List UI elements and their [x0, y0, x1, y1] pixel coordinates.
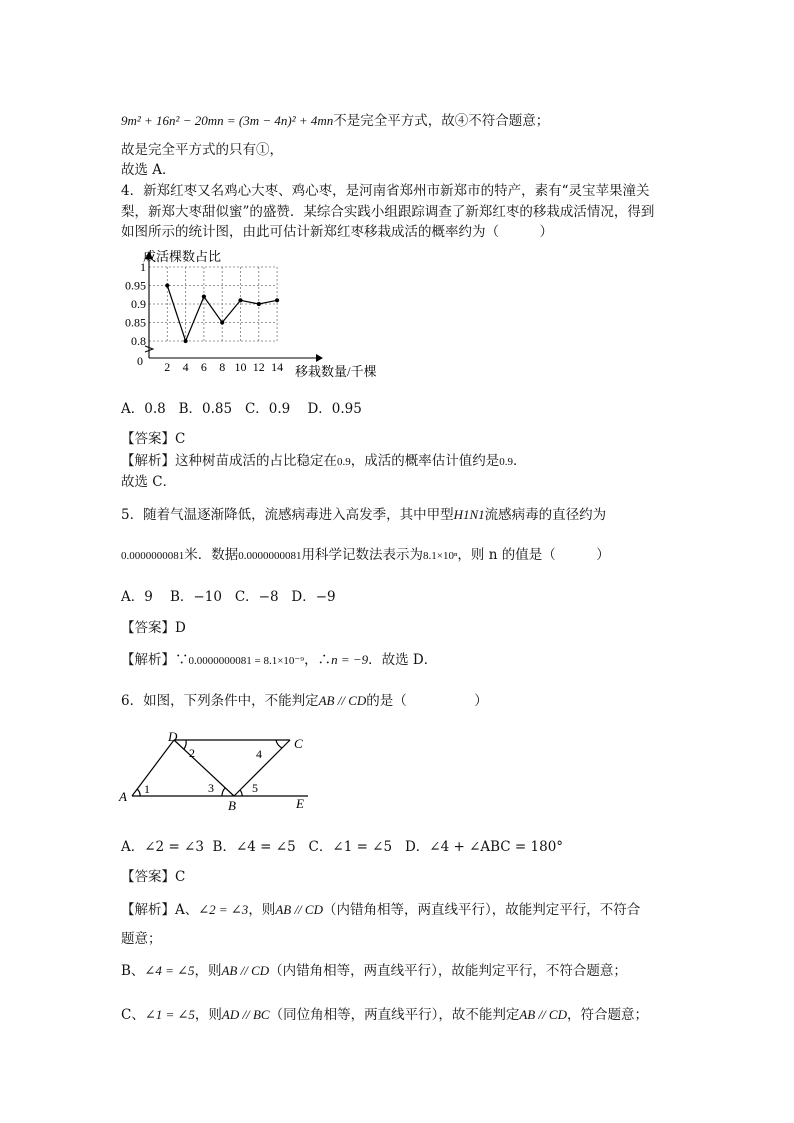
- q4-stem-line-1: 4．新郑红枣又名鸡心大枣、鸡心枣，是河南省郑州市新郑市的特产，素有“灵宝苹果潼关: [121, 183, 650, 199]
- q4-option-b: B．0.85: [178, 401, 233, 417]
- x-tick-label-5: 12: [252, 360, 265, 374]
- x-axis-label: 移栽数量/千棵: [295, 364, 377, 379]
- q6-c-text-a: C、: [121, 1007, 145, 1023]
- survival-rate-chart: [118, 246, 438, 381]
- q6-analysis-a-line-2: 题意；: [121, 931, 162, 947]
- q5-virus-name: H1N1: [453, 507, 485, 522]
- x-tick-label-2: 6: [200, 360, 207, 374]
- data-point-1: [184, 339, 188, 343]
- y-tick-label-1: 0.85: [125, 315, 146, 330]
- q6-stem-expr: AB // CD: [318, 693, 367, 708]
- q5-number-1: 0.0000000081: [121, 550, 185, 562]
- q6-analysis-b: [121, 962, 627, 980]
- q5-stem-line-1: [121, 506, 606, 524]
- angle-label-2: 2: [189, 746, 195, 760]
- q6-option-c: C．∠1 = ∠5: [308, 839, 393, 855]
- q3-choice: 故选 A．: [121, 162, 176, 178]
- angle-label-1: 1: [144, 782, 150, 796]
- angle-label-5: 5: [252, 781, 258, 795]
- q6-options: [121, 838, 563, 856]
- q5-stem-text-e: ，则 n 的值是（ ）: [457, 547, 610, 563]
- segment-db: [174, 740, 234, 796]
- q6-c-text-d: ，符合题意；: [567, 1007, 648, 1023]
- angle-4-arc: [276, 740, 282, 748]
- angle-1-arc: [137, 789, 140, 796]
- angle-label-3: 3: [208, 781, 214, 795]
- q6-b-expr-2: AB // CD: [221, 963, 270, 978]
- q4-analysis-text-c: ．: [513, 453, 527, 469]
- y-tick-label-2: 0.9: [131, 297, 146, 311]
- q6-b-text-a: B、: [121, 963, 145, 979]
- data-point-5: [257, 302, 261, 306]
- q5-analysis-expr: 0.0000000081 = 8.1×10⁻⁹: [188, 655, 305, 667]
- q5-option-a: A．9: [121, 589, 153, 605]
- q3-expr-line: [121, 112, 549, 130]
- q4-choice: 故选 C．: [121, 474, 177, 490]
- q6-stem-text-a: 6．如图，下列条件中，不能判定: [121, 693, 319, 709]
- q6-c-text-c: （同位角相等，两直线平行），故不能判定: [269, 1007, 520, 1023]
- data-point-2: [202, 295, 206, 299]
- q4-stem-line-3: 如图所示的统计图，由此可估计新郑红枣移栽成活的概率约为（ ）: [121, 224, 553, 240]
- q5-analysis-n: n = −9: [331, 652, 369, 667]
- q6-c-expr-1: ∠1 = ∠5: [144, 1007, 195, 1022]
- q5-analysis-text-c: ．故选 D．: [368, 652, 438, 668]
- data-point-6: [275, 298, 279, 302]
- y-tick-label-0: 0.8: [131, 334, 146, 348]
- q5-stem-text-c: 米．数据: [184, 547, 239, 563]
- q6-a-expr-2: AB // CD: [275, 902, 323, 917]
- q5-sci-notation: 8.1×10ⁿ: [423, 550, 458, 562]
- q6-option-a: A．∠2 = ∠3: [121, 839, 204, 855]
- q5-number-2: 0.0000000081: [238, 550, 302, 562]
- x-axis-arrow: [316, 354, 323, 362]
- y-tick-label-3: 0.95: [125, 278, 146, 293]
- x-tick-label-4: 10: [234, 360, 247, 374]
- q6-stem: [121, 692, 488, 710]
- q4-analysis-text-b: ，成活的概率估计值约是: [350, 453, 500, 469]
- q4-analysis-value-2: 0.9: [499, 456, 513, 468]
- q3-expression: 9m² + 16n² − 20mn = (3m − 4n)² + 4mn: [121, 113, 334, 128]
- q6-analysis-a-line-1: [121, 901, 640, 919]
- q6-stem-text-b: 的是（ ）: [366, 693, 488, 709]
- q4-answer: 【答案】C: [121, 431, 186, 447]
- q5-option-c: C．−8: [234, 589, 279, 605]
- q5-option-d: D．−9: [291, 589, 336, 605]
- q4-option-a: A．0.8: [121, 401, 166, 417]
- y-tick-label-4: 1: [140, 260, 146, 274]
- q6-answer: 【答案】C: [121, 869, 186, 885]
- x-tick-label-0: 2: [164, 360, 171, 374]
- segment-ad: [132, 740, 174, 796]
- angle-3-arc: [222, 788, 225, 796]
- q5-options: [121, 588, 336, 606]
- q5-stem-text-a: 5．随着气温逐渐降低，流感病毒进入高发季，其中甲型: [121, 507, 454, 523]
- q5-stem-text-d: 用科学记数法表示为: [301, 547, 423, 563]
- label-a: A: [119, 789, 127, 804]
- q5-option-b: B．−10: [170, 589, 222, 605]
- q5-analysis-text-a: 【解析】∵: [121, 652, 189, 668]
- q5-analysis-text-b: ，∴: [304, 652, 332, 668]
- q4-analysis-value-1: 0.9: [337, 456, 351, 468]
- data-point-0: [165, 283, 169, 287]
- angle-2-arc: [184, 740, 186, 749]
- q6-a-text-c: （内错角相等，两直线平行），故能判定平行，不符合: [322, 902, 641, 918]
- q3-summary: 故是完全平方式的只有①，: [121, 142, 283, 158]
- q6-a-expr-1: ∠2 = ∠3: [198, 902, 249, 917]
- q4-analysis-text-a: 【解析】这种树苗成活的占比稳定在: [121, 453, 337, 469]
- y-axis-label: 成活棵数占比: [143, 249, 222, 264]
- q5-stem-text-b: 流感病毒的直径约为: [484, 507, 607, 523]
- q6-c-text-b: ，则: [194, 1007, 222, 1023]
- q6-b-text-b: ，则: [194, 963, 222, 979]
- q4-option-c: C．0.9: [244, 401, 291, 417]
- q4-options: [121, 400, 362, 418]
- q6-b-text-c: （内错角相等，两直线平行），故能判定平行，不符合题意；: [269, 963, 627, 979]
- chart-axes: [145, 251, 323, 362]
- data-point-4: [238, 298, 242, 302]
- q6-analysis-c: [121, 1006, 648, 1024]
- q6-a-text-a: 【解析】A、: [121, 902, 199, 918]
- q5-answer: 【答案】D: [121, 620, 186, 636]
- q3-expr-text: 不是完全平方式，故④不符合题意；: [333, 113, 550, 129]
- x-tick-label-6: 14: [271, 360, 284, 374]
- label-d: D: [168, 729, 178, 744]
- angle-5-arc: [240, 790, 242, 796]
- parallelogram-figure: [118, 728, 318, 812]
- label-c: C: [294, 736, 303, 751]
- q5-analysis: [121, 651, 437, 670]
- label-b: B: [228, 798, 236, 812]
- q4-stem-line-2: 梨，新郑大枣甜似蜜”的盛赞．某综合实践小组跟踪调查了新郑红枣的移栽成活情况，得到: [121, 204, 655, 220]
- q6-c-expr-3: AB // CD: [519, 1007, 567, 1022]
- x-tick-label-1: 4: [182, 360, 189, 374]
- q4-option-d: D．0.95: [307, 401, 362, 417]
- origin-label: 0: [137, 354, 143, 368]
- q6-option-b: B．∠4 = ∠5: [212, 839, 296, 855]
- q5-stem-line-2: [121, 546, 610, 565]
- q6-b-expr-1: ∠4 = ∠5: [144, 963, 195, 978]
- label-e: E: [296, 796, 304, 811]
- data-point-3: [220, 320, 224, 324]
- x-tick-label-3: 8: [219, 360, 226, 374]
- q4-analysis: [121, 452, 527, 471]
- q6-c-expr-2: AD // BC: [221, 1007, 270, 1022]
- q6-a-text-b: ，则: [248, 902, 276, 918]
- angle-label-4: 4: [256, 747, 262, 761]
- q6-option-d: D．∠4 + ∠ABC = 180°: [404, 839, 564, 855]
